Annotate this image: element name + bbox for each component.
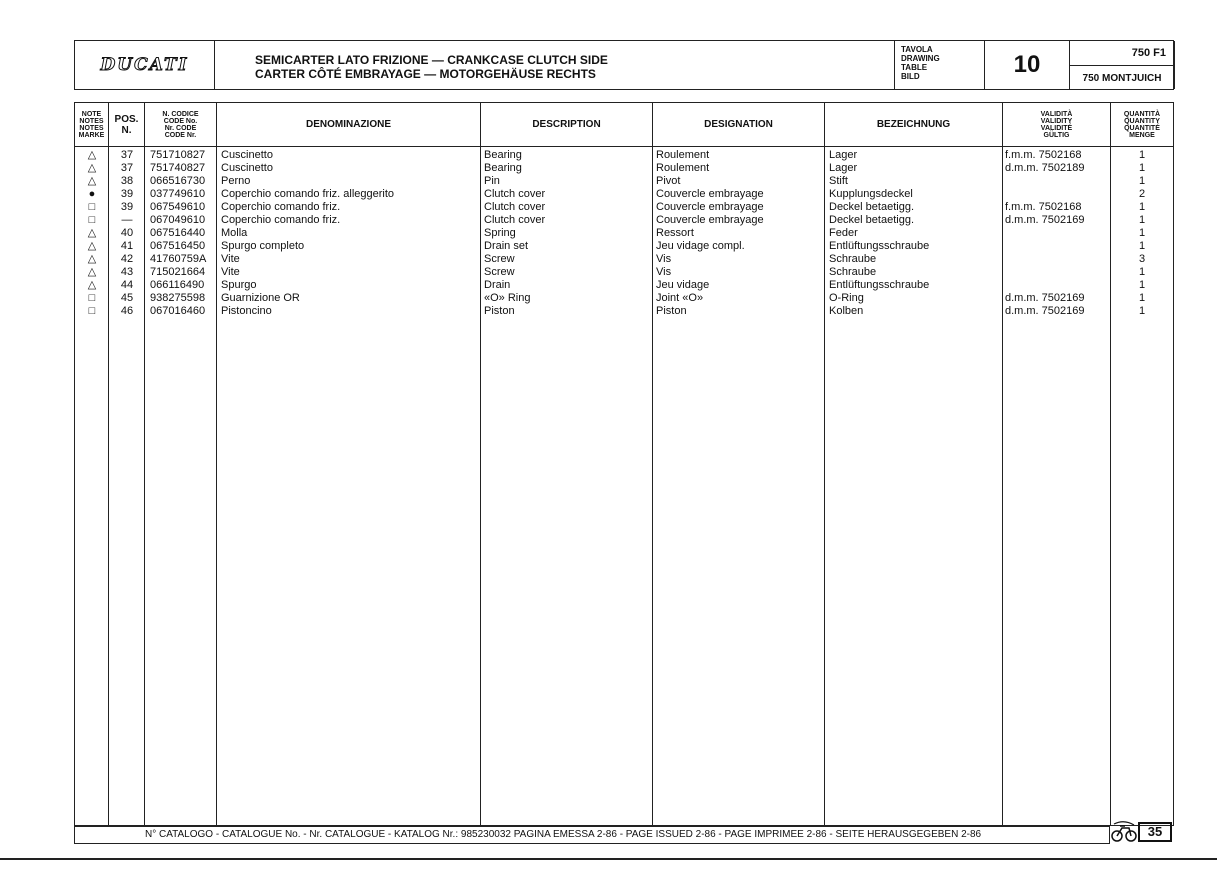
pos-cell: 44: [120, 279, 134, 291]
designation-cell: Jeu vidage: [656, 279, 710, 291]
description-cell: Pin: [484, 175, 500, 187]
table-row: [75, 149, 1175, 162]
designation-cell: Vis: [656, 266, 672, 278]
note-cell: □: [88, 201, 96, 213]
quantita-label-en: QUANTITY: [1124, 117, 1160, 125]
table-row: [75, 227, 1175, 240]
tavola-label-de: BILD: [901, 72, 920, 81]
pos-cell: 38: [120, 175, 134, 187]
code-cell: 41760759A: [150, 253, 207, 265]
code-cell: 751710827: [150, 149, 206, 161]
tavola-label-it: TAVOLA: [901, 45, 933, 54]
bezeichnung-cell: Lager: [829, 149, 858, 161]
code-label-fr: Nr. CODE: [164, 124, 197, 132]
col-pos-header: [109, 103, 145, 147]
col-code-header: [145, 103, 217, 147]
note-cell: □: [88, 292, 96, 304]
validita-cell: f.m.m. 7502168: [1005, 149, 1082, 161]
col-designation-header: DESIGNATION: [653, 103, 825, 147]
parts-table: [74, 102, 1174, 826]
denominazione-cell: Cuscinetto: [221, 149, 273, 161]
quantita-cell: 1: [1138, 279, 1146, 291]
pos-cell: 39: [120, 188, 134, 200]
col-denominazione-header: DENOMINAZIONE: [217, 103, 481, 147]
pos-cell: —: [121, 214, 133, 226]
bezeichnung-cell: Lager: [829, 162, 858, 174]
bezeichnung-cell: Feder: [829, 227, 858, 239]
note-cell: ●: [88, 188, 96, 200]
col-validita-header: [1003, 103, 1111, 147]
pos-cell: 45: [120, 292, 134, 304]
validita-cell: d.m.m. 7502169: [1005, 214, 1085, 226]
description-cell: Clutch cover: [484, 188, 546, 200]
denominazione-cell: Perno: [221, 175, 251, 187]
denominazione-cell: Coperchio comando friz.: [221, 214, 341, 226]
quantita-cell: 2: [1138, 188, 1146, 200]
validita-label-it: VALIDITÀ: [1040, 110, 1073, 118]
note-cell: △: [87, 266, 97, 278]
validita-cell: d.m.m. 7502169: [1005, 305, 1085, 317]
quantita-label-it: QUANTITÀ: [1123, 110, 1161, 118]
bezeichnung-cell: Stift: [829, 175, 848, 187]
quantita-cell: 1: [1138, 201, 1146, 213]
description-cell: Clutch cover: [484, 201, 546, 213]
notes-label-fr: NOTES: [79, 124, 104, 132]
code-label-de: CODE Nr.: [164, 131, 197, 139]
bezeichnung-cell: Deckel betaetigg.: [829, 201, 914, 213]
quantita-cell: 1: [1138, 292, 1146, 304]
bezeichnung-cell: Deckel betaetigg.: [829, 214, 914, 226]
col-bezeichnung-header: BEZEICHNUNG: [825, 103, 1003, 147]
bezeichnung-cell: Entlüftungsschraube: [829, 240, 930, 252]
note-cell: △: [87, 253, 97, 265]
designation-cell: Piston: [656, 305, 687, 317]
code-cell: 066116490: [150, 279, 205, 291]
description-cell: Spring: [484, 227, 516, 239]
pos-cell: 43: [120, 266, 134, 278]
notes-label-en: NOTES: [79, 117, 104, 125]
designation-cell: Couvercle embrayage: [656, 188, 764, 200]
col-notes-header: [75, 103, 109, 147]
table-number: 10: [985, 41, 1070, 89]
description-cell: Bearing: [484, 162, 522, 174]
code-cell: 067516450: [150, 240, 206, 252]
validita-label-en: VALIDITY: [1040, 117, 1073, 125]
denominazione-cell: Guarnizione OR: [221, 292, 300, 304]
validita-cell: d.m.m. 7502169: [1005, 292, 1085, 304]
description-cell: «O» Ring: [484, 292, 531, 304]
quantita-cell: 1: [1138, 266, 1146, 278]
description-cell: Screw: [484, 253, 515, 265]
col-quantita-header: [1111, 103, 1173, 147]
designation-cell: Joint «O»: [656, 292, 704, 304]
note-cell: △: [87, 149, 97, 161]
note-cell: △: [87, 240, 97, 252]
denominazione-cell: Molla: [221, 227, 248, 239]
code-label-it: N. CODICE: [162, 110, 199, 118]
designation-cell: Vis: [656, 253, 672, 265]
denominazione-cell: Vite: [221, 253, 240, 265]
code-cell: 751740827: [150, 162, 206, 174]
catalog-page: [74, 40, 1174, 850]
title-line-2: CARTER CÔTÉ EMBRAYAGE — MOTORGEHÄUSE RECHTS: [255, 67, 596, 81]
quantita-cell: 1: [1138, 227, 1146, 239]
description-cell: Drain set: [484, 240, 529, 252]
bezeichnung-cell: O-Ring: [829, 292, 864, 304]
tavola-label-fr: TABLE: [901, 63, 928, 72]
denominazione-cell: Cuscinetto: [221, 162, 273, 174]
table-row: [75, 266, 1175, 279]
denominazione-cell: Coperchio comando friz. alleggerito: [221, 188, 395, 200]
code-cell: 037749610: [150, 188, 206, 200]
code-cell: 067049610: [150, 214, 206, 226]
denominazione-cell: Coperchio comando friz.: [221, 201, 341, 213]
model-box: [1070, 41, 1175, 89]
title-line-1: SEMICARTER LATO FRIZIONE — CRANKCASE CLUTCH SIDE: [255, 53, 608, 67]
note-cell: △: [87, 227, 97, 239]
table-row: [75, 201, 1175, 214]
quantita-cell: 1: [1138, 240, 1146, 252]
code-label-en: CODE No.: [163, 117, 198, 125]
model-750-montjuich: 750 MONTJUICH: [1082, 73, 1162, 84]
notes-label-de: MARKE: [78, 131, 105, 139]
pos-cell: 37: [120, 162, 134, 174]
table-row: [75, 175, 1175, 188]
denominazione-cell: Pistoncino: [221, 305, 272, 317]
description-cell: Bearing: [484, 149, 522, 161]
pos-cell: 39: [120, 201, 134, 213]
validita-cell: f.m.m. 7502168: [1005, 201, 1082, 213]
pos-cell: 37: [120, 149, 134, 161]
description-cell: Drain: [484, 279, 511, 291]
note-cell: □: [88, 305, 96, 317]
bezeichnung-cell: Kupplungsdeckel: [829, 188, 913, 200]
ducati-logo: DUCATI: [75, 41, 215, 89]
table-row: [75, 240, 1175, 253]
code-cell: 938275598: [150, 292, 206, 304]
pos-cell: 40: [120, 227, 134, 239]
tavola-label: [895, 41, 985, 89]
description-cell: Clutch cover: [484, 214, 546, 226]
bezeichnung-cell: Entlüftungsschraube: [829, 279, 930, 291]
table-row: [75, 305, 1175, 318]
designation-cell: Couvercle embrayage: [656, 214, 764, 226]
page-title: [215, 41, 895, 89]
page-header: [74, 40, 1174, 90]
designation-cell: Pivot: [656, 175, 681, 187]
designation-cell: Couvercle embrayage: [656, 201, 764, 213]
denominazione-cell: Spurgo completo: [221, 240, 305, 252]
code-cell: 066516730: [150, 175, 206, 187]
designation-cell: Jeu vidage compl.: [656, 240, 745, 252]
code-cell: 067016460: [150, 305, 206, 317]
table-row: [75, 214, 1175, 227]
bottom-rule: [0, 858, 1217, 860]
quantita-cell: 3: [1138, 253, 1146, 265]
table-row: [75, 279, 1175, 292]
catalog-footer: N° CATALOGO - CATALOGUE No. - Nr. CATALOGUE - KATALOG Nr.: 985230032 PAGINA EMESSA 2-86 - PAGE ISSUED 2-86 - PAGE IMPRIMEE 2-86 - SEITE HERAUSGEGEBEN 2-86: [74, 826, 1110, 844]
bezeichnung-cell: Schraube: [829, 253, 877, 265]
pos-label-n: N.: [121, 124, 132, 136]
note-cell: △: [87, 279, 97, 291]
notes-label-it: NOTE: [81, 110, 102, 118]
designation-cell: Roulement: [656, 162, 710, 174]
pos-cell: 41: [120, 240, 134, 252]
quantita-cell: 1: [1138, 175, 1146, 187]
designation-cell: Roulement: [656, 149, 710, 161]
pos-cell: 42: [120, 253, 134, 265]
denominazione-cell: Spurgo: [221, 279, 257, 291]
designation-cell: Ressort: [656, 227, 694, 239]
validita-label-fr: VALIDITÉ: [1040, 124, 1073, 132]
validita-cell: d.m.m. 7502189: [1005, 162, 1085, 174]
description-cell: Piston: [484, 305, 515, 317]
bezeichnung-cell: Schraube: [829, 266, 877, 278]
note-cell: △: [87, 162, 97, 174]
note-cell: △: [87, 175, 97, 187]
quantita-label-fr: QUANTITÉ: [1124, 124, 1160, 132]
code-cell: 715021664: [150, 266, 206, 278]
table-row: [75, 162, 1175, 175]
pos-label: POS.: [114, 113, 139, 125]
description-cell: Screw: [484, 266, 515, 278]
quantita-cell: 1: [1138, 305, 1146, 317]
page-number: 35: [1138, 822, 1172, 842]
code-cell: 067516440: [150, 227, 206, 239]
quantita-cell: 1: [1138, 162, 1146, 174]
table-row: [75, 188, 1175, 201]
table-row: [75, 292, 1175, 305]
bezeichnung-cell: Kolben: [829, 305, 864, 317]
table-row: [75, 253, 1175, 266]
quantita-cell: 1: [1138, 214, 1146, 226]
tavola-label-en: DRAWING: [901, 54, 940, 63]
note-cell: □: [88, 214, 96, 226]
pos-cell: 46: [120, 305, 134, 317]
denominazione-cell: Vite: [221, 266, 240, 278]
model-750-f1: 750 F1: [1070, 41, 1174, 66]
motorcycle-icon: [1110, 820, 1138, 844]
quantita-cell: 1: [1138, 149, 1146, 161]
code-cell: 067549610: [150, 201, 206, 213]
quantita-label-de: MENGE: [1129, 131, 1155, 139]
col-description-header: DESCRIPTION: [481, 103, 653, 147]
validita-label-de: GÜLTIG: [1043, 131, 1070, 139]
